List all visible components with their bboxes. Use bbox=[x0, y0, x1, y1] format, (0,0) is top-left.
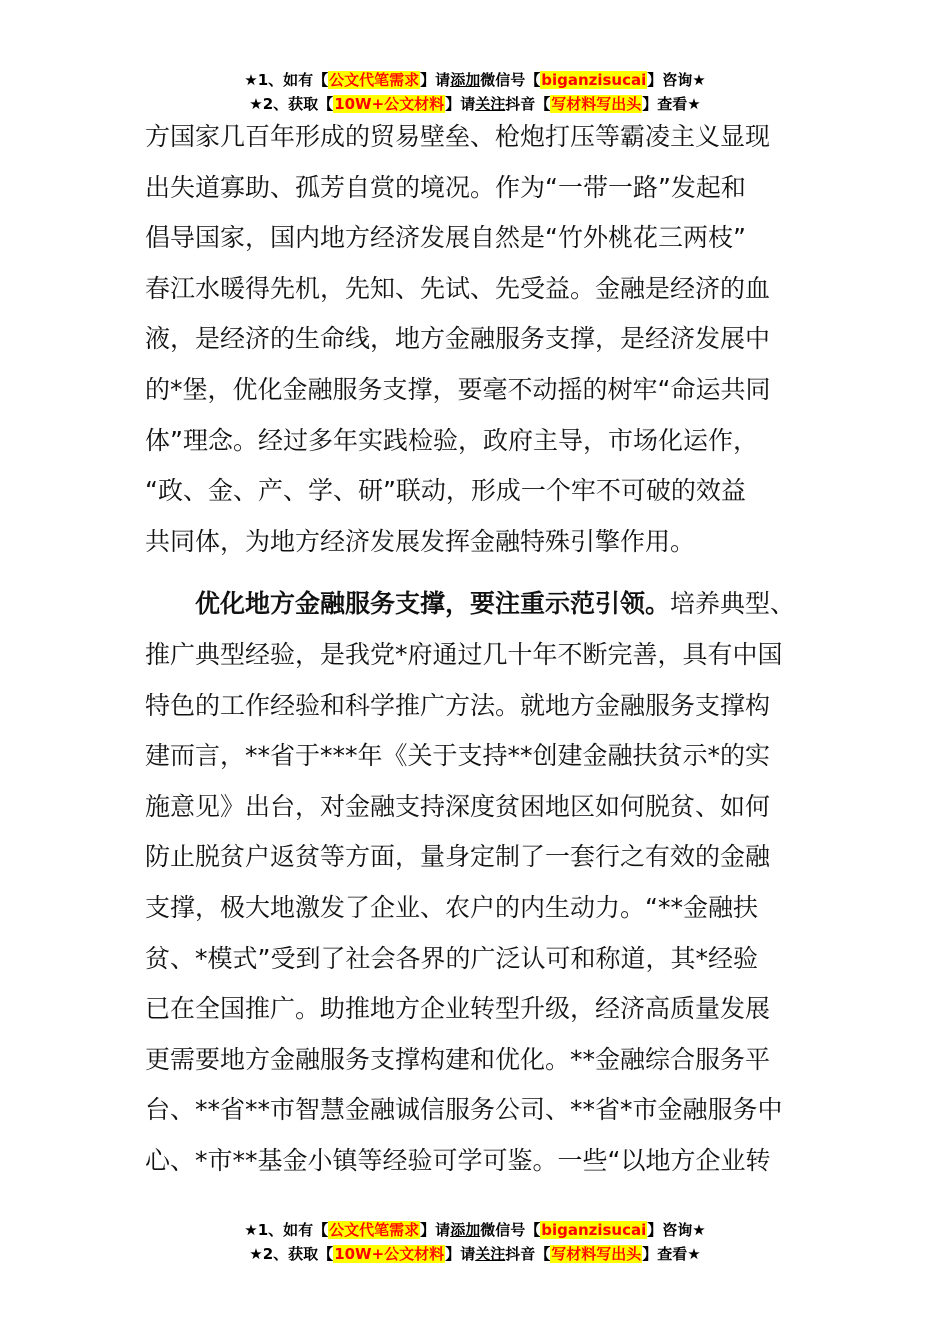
banner-highlight: 写材料写出头 bbox=[551, 95, 642, 113]
text-line: 更需要地方金融服务支撑构建和优化。**金融综合服务平 bbox=[145, 1044, 771, 1074]
top-banner bbox=[0, 68, 950, 116]
text-line: 出失道寡助、孤芳自赏的境况。作为“一带一路”发起和 bbox=[145, 172, 746, 202]
banner-highlight: 10W+公文材料 bbox=[334, 1245, 445, 1263]
banner-highlight: 公文代笔需求 bbox=[329, 1221, 420, 1239]
banner-text: 】请 bbox=[420, 1221, 451, 1239]
banner-text: 】请 bbox=[420, 71, 451, 89]
text-line: 台、**省**市智慧金融诚信服务公司、**省*市金融服务中 bbox=[145, 1095, 783, 1125]
text-line: 倡导国家，国内地方经济发展自然是“竹外桃花三两枝” bbox=[145, 223, 746, 253]
banner-highlight: 公文代笔需求 bbox=[329, 71, 420, 89]
banner-line-2 bbox=[0, 1242, 950, 1266]
banner-text: ★1、如有【 bbox=[244, 71, 329, 89]
bottom-banner bbox=[0, 1218, 950, 1266]
text-line: 防止脱贫户返贫等方面，量身定制了一套行之有效的金融 bbox=[145, 842, 771, 872]
paragraph-gap bbox=[145, 567, 810, 579]
banner-text: 】请 bbox=[445, 1245, 476, 1263]
banner-line-1 bbox=[0, 1218, 950, 1242]
text-line: 方国家几百年形成的贸易壁垒、枪炮打压等霸凌主义显现 bbox=[145, 122, 771, 151]
text-line bbox=[145, 579, 810, 630]
text-line: 心、*市**基金小镇等经验可学可鉴。一些“以地方企业转 bbox=[145, 1145, 771, 1175]
banner-text: 】咨询★ bbox=[647, 1221, 706, 1239]
text-line: 支撑，极大地激发了企业、农户的内生动力。“**金融扶 bbox=[145, 892, 758, 922]
banner-text: 微信号【 bbox=[480, 1221, 541, 1239]
banner-highlight: biganzisucai bbox=[541, 71, 647, 89]
banner-text: 】查看★ bbox=[642, 95, 701, 113]
paragraph-2 bbox=[145, 579, 810, 1186]
banner-text: 抖音【 bbox=[505, 1245, 551, 1263]
banner-text: 】请 bbox=[445, 95, 476, 113]
banner-text: ★1、如有【 bbox=[244, 1221, 329, 1239]
document-body bbox=[145, 112, 810, 1186]
text-line: 贫、*模式”受到了社会各界的广泛认可和称道，其*经验 bbox=[145, 943, 758, 973]
paragraph-heading: 优化地方金融服务支撑，要注重示范引领。 bbox=[195, 589, 671, 619]
text-line: 推广典型经验，是我党*府通过几十年不断完善，具有中国 bbox=[145, 639, 783, 669]
text-line: 建而言，**省于***年《关于支持**创建金融扶贫示*的实 bbox=[145, 741, 771, 771]
text-line: 特色的工作经验和科学推广方法。就地方金融服务支撑构 bbox=[145, 690, 771, 720]
banner-text: 微信号【 bbox=[480, 71, 541, 89]
text-line: 施意见》出台，对金融支持深度贫困地区如何脱贫、如何 bbox=[145, 791, 771, 821]
banner-underline: 关注 bbox=[475, 95, 506, 113]
banner-line-1 bbox=[0, 68, 950, 92]
banner-underline: 关注 bbox=[475, 1245, 506, 1263]
banner-text: ★2、获取【 bbox=[249, 1245, 334, 1263]
text-line: 的*堡，优化金融服务支撑，要毫不动摇的树牢“命运共同 bbox=[145, 374, 771, 404]
banner-text: ★2、获取【 bbox=[249, 95, 334, 113]
banner-highlight: 10W+公文材料 bbox=[334, 95, 445, 113]
text-line: 共同体，为地方经济发展发挥金融特殊引擎作用。 bbox=[145, 526, 696, 556]
banner-highlight: 写材料写出头 bbox=[551, 1245, 642, 1263]
banner-underline: 添加 bbox=[450, 71, 481, 89]
text-line: 体”理念。经过多年实践检验，政府主导，市场化运作， bbox=[145, 425, 758, 455]
banner-text: 抖音【 bbox=[505, 95, 551, 113]
banner-text: 】查看★ bbox=[642, 1245, 701, 1263]
heading-line-rest: 培养典型、 bbox=[670, 589, 796, 619]
text-line: 春江水暖得先机，先知、先试、先受益。金融是经济的血 bbox=[145, 273, 771, 303]
text-line: 液，是经济的生命线，地方金融服务支撑，是经济发展中 bbox=[145, 324, 771, 354]
banner-highlight: biganzisucai bbox=[541, 1221, 647, 1239]
banner-underline: 添加 bbox=[450, 1221, 481, 1239]
banner-text: 】咨询★ bbox=[647, 71, 706, 89]
text-line: 已在全国推广。助推地方企业转型升级，经济高质量发展 bbox=[145, 994, 771, 1024]
text-line: “政、金、产、学、研”联动，形成一个牢不可破的效益 bbox=[145, 476, 746, 506]
paragraph-1 bbox=[145, 112, 810, 567]
